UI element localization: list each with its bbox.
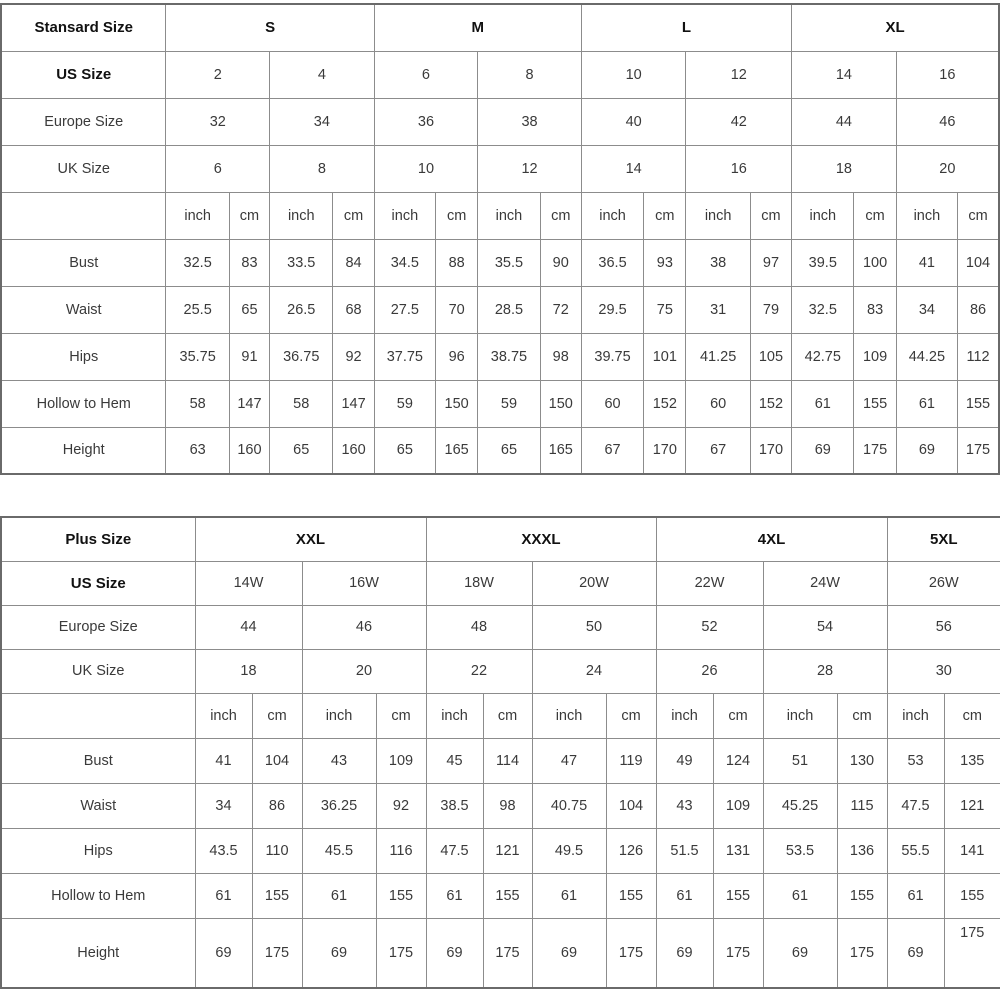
measurement-value-cm: 170 [750, 427, 791, 474]
us-size-value: 6 [374, 51, 478, 98]
uk-size-value: 6 [166, 145, 270, 192]
unit-cm: cm [944, 693, 1000, 738]
measurement-value-inch: 29.5 [581, 286, 643, 333]
measurement-label: Hollow to Hem [1, 873, 195, 918]
measurement-value-cm: 93 [644, 239, 686, 286]
size-group-s: S [166, 4, 374, 51]
measurement-value-cm: 136 [837, 828, 887, 873]
unit-inch: inch [896, 192, 957, 239]
measurement-value-inch: 26.5 [270, 286, 333, 333]
measurement-value-inch: 69 [195, 918, 252, 988]
measurement-value-inch: 65 [478, 427, 540, 474]
measurement-value-cm: 160 [229, 427, 269, 474]
measurement-label: Waist [1, 783, 195, 828]
measurement-value-cm: 97 [750, 239, 791, 286]
measurement-label: Hollow to Hem [1, 380, 166, 427]
measurement-value-cm: 152 [750, 380, 791, 427]
measurement-value-cm: 175 [376, 918, 426, 988]
measurement-value-cm: 155 [483, 873, 532, 918]
unit-cm: cm [229, 192, 269, 239]
measurement-value-cm: 135 [944, 738, 1000, 783]
measurement-value-inch: 69 [426, 918, 483, 988]
unit-inch: inch [763, 693, 837, 738]
measurement-value-cm: 147 [229, 380, 269, 427]
measurement-value-inch: 45.5 [302, 828, 376, 873]
measurement-value-cm: 126 [606, 828, 656, 873]
measurement-value-cm: 104 [958, 239, 999, 286]
measurement-value-cm: 170 [644, 427, 686, 474]
us-size-value: 8 [478, 51, 582, 98]
measurement-value-inch: 53.5 [763, 828, 837, 873]
measurement-row [1, 783, 1000, 828]
us-size-value: 16 [896, 51, 999, 98]
measurement-value-inch: 65 [374, 427, 435, 474]
unit-cm: cm [837, 693, 887, 738]
uk-size-value: 8 [270, 145, 375, 192]
measurement-value-cm: 75 [644, 286, 686, 333]
measurement-value-inch: 61 [792, 380, 854, 427]
europe-size-value: 52 [656, 605, 763, 649]
measurement-value-cm: 101 [644, 333, 686, 380]
measurement-value-inch: 67 [581, 427, 643, 474]
measurement-value-inch: 69 [302, 918, 376, 988]
measurement-value-cm: 155 [854, 380, 896, 427]
measurement-value-inch: 67 [686, 427, 750, 474]
measurement-value-cm: 141 [944, 828, 1000, 873]
measurement-label: Hips [1, 828, 195, 873]
measurement-value-inch: 32.5 [166, 239, 229, 286]
measurement-row [1, 738, 1000, 783]
measurement-label: Bust [1, 239, 166, 286]
measurement-value-inch: 47 [532, 738, 606, 783]
measurement-row [1, 918, 1000, 988]
measurement-value-cm: 175 [713, 918, 763, 988]
measurement-value-inch: 44.25 [896, 333, 957, 380]
unit-cm: cm [333, 192, 374, 239]
measurement-row [1, 333, 999, 380]
measurement-value-inch: 39.75 [581, 333, 643, 380]
measurement-value-cm: 175 [606, 918, 656, 988]
uk-size-value: 30 [887, 649, 1000, 693]
us-size-value: 12 [686, 51, 792, 98]
measurement-value-inch: 36.25 [302, 783, 376, 828]
uk-size-value: 18 [792, 145, 897, 192]
size-group-4xl: 4XL [656, 517, 887, 561]
unit-inch: inch [195, 693, 252, 738]
measurement-value-inch: 34 [195, 783, 252, 828]
unit-cm: cm [713, 693, 763, 738]
measurement-value-inch: 43 [302, 738, 376, 783]
unit-cm: cm [540, 192, 581, 239]
measurement-value-cm: 121 [944, 783, 1000, 828]
measurement-value-inch: 35.75 [166, 333, 229, 380]
measurement-row [1, 873, 1000, 918]
us-size-value: 24W [763, 561, 887, 605]
measurement-value-cm: 112 [958, 333, 999, 380]
measurement-value-cm: 86 [252, 783, 302, 828]
measurement-label: Hips [1, 333, 166, 380]
uk-size-value: 12 [478, 145, 582, 192]
unit-inch: inch [426, 693, 483, 738]
europe-size-value: 48 [426, 605, 532, 649]
measurement-value-cm: 68 [333, 286, 374, 333]
unit-inch: inch [686, 192, 750, 239]
uk-size-label: UK Size [1, 145, 166, 192]
unit-inch: inch [302, 693, 376, 738]
measurement-value-inch: 43 [656, 783, 713, 828]
measurement-value-cm: 165 [436, 427, 478, 474]
us-size-label: US Size [1, 51, 166, 98]
europe-size-label: Europe Size [1, 605, 195, 649]
us-size-value: 4 [270, 51, 375, 98]
measurement-value-cm: 155 [837, 873, 887, 918]
us-size-value: 10 [581, 51, 686, 98]
measurement-value-cm: 114 [483, 738, 532, 783]
measurement-value-cm: 110 [252, 828, 302, 873]
measurement-value-inch: 69 [887, 918, 944, 988]
unit-cm: cm [854, 192, 896, 239]
measurement-value-cm: 130 [837, 738, 887, 783]
measurement-value-inch: 34.5 [374, 239, 435, 286]
unit-inch: inch [792, 192, 854, 239]
uk-size-label: UK Size [1, 649, 195, 693]
measurement-value-inch: 55.5 [887, 828, 944, 873]
measurement-value-cm: 90 [540, 239, 581, 286]
measurement-value-cm: 92 [333, 333, 374, 380]
measurement-value-inch: 40.75 [532, 783, 606, 828]
measurement-value-inch: 59 [374, 380, 435, 427]
plus-size-table [0, 516, 1000, 989]
europe-size-value: 54 [763, 605, 887, 649]
measurement-value-inch: 45.25 [763, 783, 837, 828]
measurement-value-inch: 41.25 [686, 333, 750, 380]
measurement-value-cm: 175 [958, 427, 999, 474]
measurement-value-cm: 165 [540, 427, 581, 474]
measurement-value-inch: 61 [887, 873, 944, 918]
measurement-value-cm: 121 [483, 828, 532, 873]
measurement-value-cm: 155 [252, 873, 302, 918]
unit-inch: inch [374, 192, 435, 239]
unit-inch: inch [887, 693, 944, 738]
unit-inch: inch [166, 192, 229, 239]
europe-size-value: 50 [532, 605, 656, 649]
measurement-value-inch: 61 [426, 873, 483, 918]
unit-cm: cm [436, 192, 478, 239]
unit-cm: cm [376, 693, 426, 738]
measurement-value-inch: 42.75 [792, 333, 854, 380]
uk-size-value: 18 [195, 649, 302, 693]
measurement-value-inch: 61 [302, 873, 376, 918]
measurement-value-inch: 28.5 [478, 286, 540, 333]
measurement-value-inch: 59 [478, 380, 540, 427]
measurement-value-cm: 105 [750, 333, 791, 380]
us-size-value: 14 [792, 51, 897, 98]
measurement-label: Bust [1, 738, 195, 783]
measurement-value-cm: 116 [376, 828, 426, 873]
measurement-value-cm: 100 [854, 239, 896, 286]
measurement-value-inch: 69 [763, 918, 837, 988]
measurement-value-cm: 83 [854, 286, 896, 333]
unit-cm: cm [958, 192, 999, 239]
measurement-value-cm: 109 [854, 333, 896, 380]
us-size-value: 16W [302, 561, 426, 605]
europe-size-value: 38 [478, 98, 582, 145]
measurement-value-inch: 61 [532, 873, 606, 918]
measurement-value-inch: 69 [896, 427, 957, 474]
measurement-value-cm: 72 [540, 286, 581, 333]
measurement-value-cm: 175 [483, 918, 532, 988]
measurement-value-inch: 60 [581, 380, 643, 427]
measurement-value-cm: 92 [376, 783, 426, 828]
uk-size-value: 10 [374, 145, 478, 192]
measurement-value-inch: 51 [763, 738, 837, 783]
measurement-value-cm: 160 [333, 427, 374, 474]
unit-inch: inch [478, 192, 540, 239]
measurement-value-inch: 27.5 [374, 286, 435, 333]
europe-size-value: 46 [896, 98, 999, 145]
uk-size-value: 28 [763, 649, 887, 693]
measurement-value-cm: 109 [376, 738, 426, 783]
uk-size-value: 22 [426, 649, 532, 693]
measurement-value-inch: 61 [195, 873, 252, 918]
measurement-value-inch: 25.5 [166, 286, 229, 333]
measurement-value-inch: 51.5 [656, 828, 713, 873]
europe-size-value: 46 [302, 605, 426, 649]
us-size-label: US Size [1, 561, 195, 605]
measurement-value-inch: 69 [656, 918, 713, 988]
measurement-value-inch: 37.75 [374, 333, 435, 380]
uk-size-value: 16 [686, 145, 792, 192]
measurement-value-cm: 155 [713, 873, 763, 918]
measurement-value-cm: 155 [944, 873, 1000, 918]
measurement-value-cm: 152 [644, 380, 686, 427]
unit-inch: inch [532, 693, 606, 738]
measurement-value-inch: 49.5 [532, 828, 606, 873]
measurement-value-inch: 41 [195, 738, 252, 783]
measurement-value-cm: 83 [229, 239, 269, 286]
measurement-row [1, 286, 999, 333]
unit-cm: cm [644, 192, 686, 239]
measurement-value-inch: 69 [532, 918, 606, 988]
measurement-value-inch: 69 [792, 427, 854, 474]
measurement-value-inch: 61 [896, 380, 957, 427]
measurement-value-cm: 88 [436, 239, 478, 286]
us-size-value: 22W [656, 561, 763, 605]
measurement-value-inch: 61 [656, 873, 713, 918]
measurement-value-cm: 175 [944, 918, 1000, 988]
measurement-value-cm: 155 [958, 380, 999, 427]
measurement-value-cm: 79 [750, 286, 791, 333]
size-group-xl: XL [792, 4, 999, 51]
measurement-label: Waist [1, 286, 166, 333]
measurement-value-cm: 175 [854, 427, 896, 474]
measurement-value-cm: 150 [436, 380, 478, 427]
measurement-label: Height [1, 427, 166, 474]
unit-inch: inch [656, 693, 713, 738]
measurement-value-cm: 65 [229, 286, 269, 333]
unit-cm: cm [606, 693, 656, 738]
europe-size-value: 32 [166, 98, 270, 145]
measurement-value-cm: 109 [713, 783, 763, 828]
measurement-value-cm: 98 [540, 333, 581, 380]
us-size-value: 2 [166, 51, 270, 98]
unit-row-label [1, 693, 195, 738]
unit-cm: cm [252, 693, 302, 738]
measurement-value-cm: 119 [606, 738, 656, 783]
measurement-value-cm: 175 [252, 918, 302, 988]
measurement-value-cm: 155 [376, 873, 426, 918]
measurement-value-inch: 36.5 [581, 239, 643, 286]
standard-size-table [0, 3, 1000, 475]
uk-size-value: 26 [656, 649, 763, 693]
measurement-value-cm: 70 [436, 286, 478, 333]
measurement-value-inch: 34 [896, 286, 957, 333]
europe-size-value: 44 [195, 605, 302, 649]
measurement-value-inch: 38 [686, 239, 750, 286]
measurement-value-cm: 115 [837, 783, 887, 828]
measurement-row [1, 380, 999, 427]
measurement-value-inch: 47.5 [887, 783, 944, 828]
measurement-row [1, 427, 999, 474]
uk-size-value: 14 [581, 145, 686, 192]
measurement-value-cm: 155 [606, 873, 656, 918]
measurement-value-inch: 60 [686, 380, 750, 427]
measurement-row [1, 828, 1000, 873]
measurement-value-cm: 147 [333, 380, 374, 427]
unit-row-label [1, 192, 166, 239]
uk-size-value: 20 [896, 145, 999, 192]
measurement-value-inch: 58 [270, 380, 333, 427]
size-group-xxxl: XXXL [426, 517, 656, 561]
us-size-value: 26W [887, 561, 1000, 605]
measurement-value-cm: 150 [540, 380, 581, 427]
europe-size-value: 44 [792, 98, 897, 145]
standard-size-header: Stansard Size [1, 4, 166, 51]
uk-size-value: 20 [302, 649, 426, 693]
measurement-value-inch: 49 [656, 738, 713, 783]
europe-size-value: 56 [887, 605, 1000, 649]
measurement-value-cm: 86 [958, 286, 999, 333]
measurement-row [1, 239, 999, 286]
size-group-m: M [374, 4, 581, 51]
measurement-value-inch: 47.5 [426, 828, 483, 873]
unit-inch: inch [270, 192, 333, 239]
measurement-value-cm: 91 [229, 333, 269, 380]
measurement-value-inch: 45 [426, 738, 483, 783]
measurement-value-inch: 38.5 [426, 783, 483, 828]
measurement-value-inch: 36.75 [270, 333, 333, 380]
measurement-value-cm: 96 [436, 333, 478, 380]
measurement-value-inch: 32.5 [792, 286, 854, 333]
uk-size-value: 24 [532, 649, 656, 693]
measurement-value-cm: 124 [713, 738, 763, 783]
measurement-value-inch: 63 [166, 427, 229, 474]
measurement-label: Height [1, 918, 195, 988]
measurement-value-cm: 84 [333, 239, 374, 286]
measurement-value-inch: 41 [896, 239, 957, 286]
us-size-value: 18W [426, 561, 532, 605]
measurement-value-inch: 39.5 [792, 239, 854, 286]
measurement-value-inch: 38.75 [478, 333, 540, 380]
measurement-value-cm: 131 [713, 828, 763, 873]
measurement-value-inch: 31 [686, 286, 750, 333]
europe-size-label: Europe Size [1, 98, 166, 145]
measurement-value-cm: 98 [483, 783, 532, 828]
europe-size-value: 42 [686, 98, 792, 145]
plus-size-header: Plus Size [1, 517, 195, 561]
measurement-value-inch: 58 [166, 380, 229, 427]
measurement-value-inch: 61 [763, 873, 837, 918]
us-size-value: 14W [195, 561, 302, 605]
size-group-l: L [581, 4, 791, 51]
size-group-xxl: XXL [195, 517, 426, 561]
size-group-5xl: 5XL [887, 517, 1000, 561]
measurement-value-cm: 104 [252, 738, 302, 783]
europe-size-value: 34 [270, 98, 375, 145]
unit-cm: cm [750, 192, 791, 239]
measurement-value-inch: 43.5 [195, 828, 252, 873]
europe-size-value: 40 [581, 98, 686, 145]
us-size-value: 20W [532, 561, 656, 605]
measurement-value-inch: 35.5 [478, 239, 540, 286]
unit-cm: cm [483, 693, 532, 738]
measurement-value-cm: 104 [606, 783, 656, 828]
measurement-value-inch: 53 [887, 738, 944, 783]
measurement-value-inch: 33.5 [270, 239, 333, 286]
measurement-value-inch: 65 [270, 427, 333, 474]
unit-inch: inch [581, 192, 643, 239]
measurement-value-cm: 175 [837, 918, 887, 988]
europe-size-value: 36 [374, 98, 478, 145]
